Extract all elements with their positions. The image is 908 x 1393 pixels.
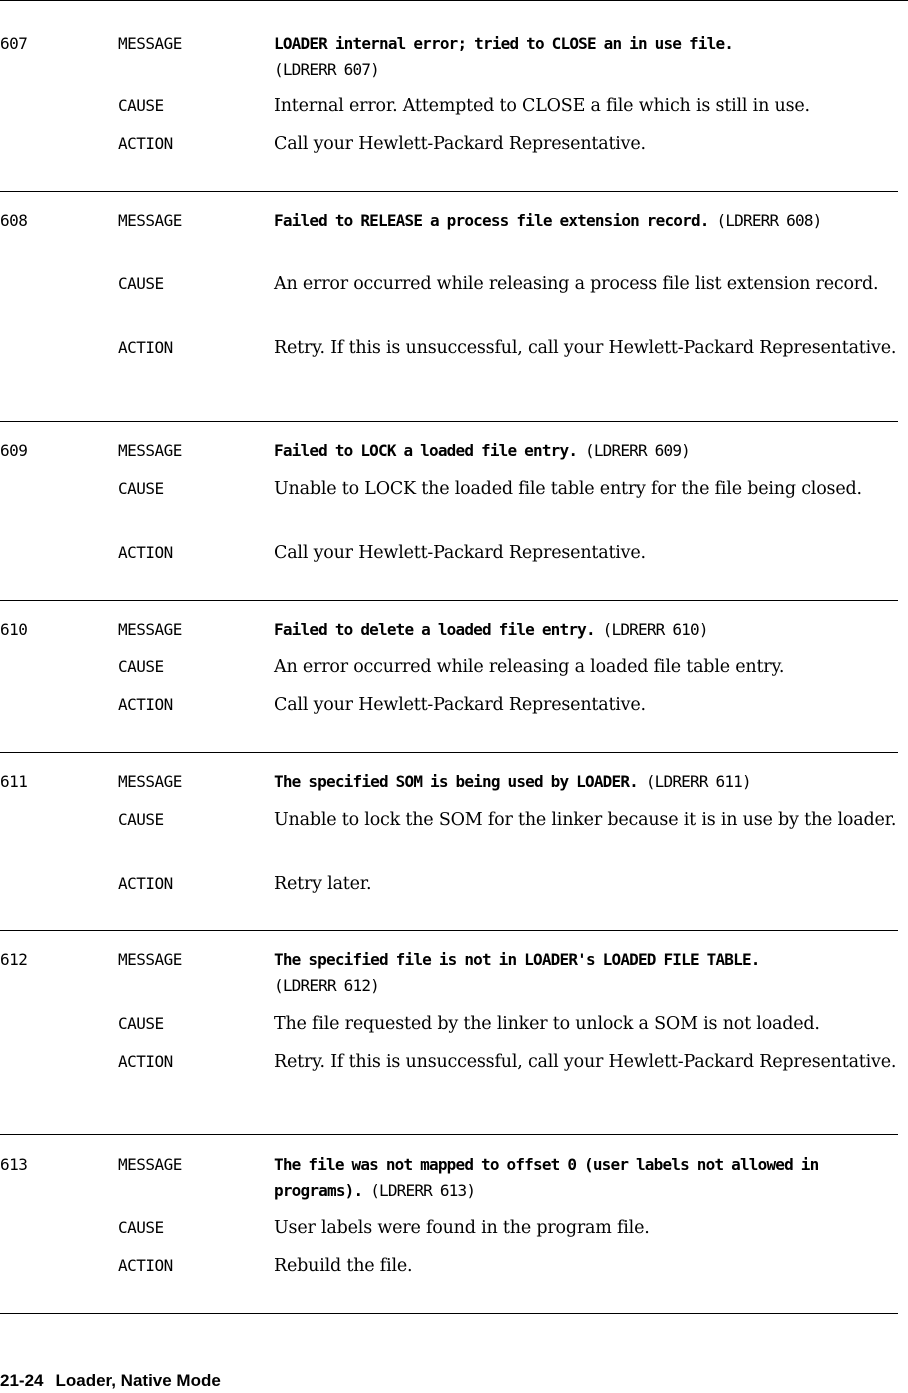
error-number: 608 bbox=[0, 211, 28, 230]
action-label: ACTION bbox=[118, 134, 173, 153]
message-code: (LDRERR 612) bbox=[274, 976, 379, 995]
page-footer bbox=[0, 1369, 221, 1393]
error-number: 611 bbox=[0, 772, 28, 791]
cause-text: The file requested by the linker to unlock a SOM is not loaded. bbox=[274, 1014, 820, 1034]
action-text: Call your Hewlett-Packard Representative. bbox=[274, 134, 646, 154]
cause-label: CAUSE bbox=[118, 274, 164, 293]
action-label: ACTION bbox=[118, 543, 173, 562]
message-bold: LOADER internal error; tried to CLOSE an in use file. bbox=[274, 34, 734, 53]
action-text: Call your Hewlett-Packard Representative. bbox=[274, 695, 646, 715]
cause-label: CAUSE bbox=[118, 1218, 164, 1237]
error-number: 610 bbox=[0, 620, 28, 639]
message-text bbox=[274, 31, 906, 83]
message-label: MESSAGE bbox=[118, 620, 182, 639]
message-code: (LDRERR 610) bbox=[602, 620, 708, 639]
message-code: (LDRERR 608) bbox=[716, 211, 822, 230]
error-number: 613 bbox=[0, 1155, 28, 1174]
separator-rule bbox=[0, 421, 898, 422]
action-label: ACTION bbox=[118, 1052, 173, 1071]
action-text: Retry later. bbox=[274, 874, 372, 894]
page-number: 21-24 bbox=[0, 1371, 44, 1390]
action-label: ACTION bbox=[118, 874, 173, 893]
message-code: (LDRERR 611) bbox=[645, 772, 751, 791]
message-code: (LDRERR 613) bbox=[370, 1181, 476, 1200]
action-text: Retry. If this is unsuccessful, call your Hewlett-Packard Representative. bbox=[274, 1052, 897, 1072]
message-code: (LDRERR 607) bbox=[274, 60, 379, 79]
message-text bbox=[274, 438, 906, 464]
separator-rule bbox=[0, 752, 898, 753]
message-label: MESSAGE bbox=[118, 772, 182, 791]
action-label: ACTION bbox=[118, 1256, 173, 1275]
message-label: MESSAGE bbox=[118, 34, 182, 53]
message-bold: Failed to RELEASE a process file extension record. bbox=[274, 211, 709, 230]
separator-rule bbox=[0, 191, 898, 192]
message-text bbox=[274, 1152, 906, 1204]
message-label: MESSAGE bbox=[118, 211, 182, 230]
action-text: Rebuild the file. bbox=[274, 1256, 413, 1276]
cause-text: User labels were found in the program file. bbox=[274, 1218, 650, 1238]
separator-rule bbox=[0, 1134, 898, 1135]
message-text bbox=[274, 617, 906, 643]
message-bold: The file was not mapped to offset 0 (user labels not allowed in programs). bbox=[274, 1155, 819, 1200]
action-label: ACTION bbox=[118, 338, 173, 357]
separator-rule bbox=[0, 600, 898, 601]
message-bold: The specified file is not in LOADER's LOADED FILE TABLE. bbox=[274, 950, 760, 969]
cause-label: CAUSE bbox=[118, 479, 164, 498]
cause-label: CAUSE bbox=[118, 1014, 164, 1033]
message-bold: The specified SOM is being used by LOADER. bbox=[274, 772, 638, 791]
cause-text: An error occurred while releasing a loaded file table entry. bbox=[274, 657, 785, 677]
error-number: 612 bbox=[0, 950, 28, 969]
message-bold: Failed to LOCK a loaded file entry. bbox=[274, 441, 578, 460]
message-text bbox=[274, 947, 906, 999]
separator-rule bbox=[0, 930, 898, 931]
message-label: MESSAGE bbox=[118, 950, 182, 969]
separator-rule bbox=[0, 1313, 898, 1314]
message-text bbox=[274, 769, 906, 795]
action-label: ACTION bbox=[118, 695, 173, 714]
message-label: MESSAGE bbox=[118, 441, 182, 460]
cause-label: CAUSE bbox=[118, 96, 164, 115]
top-rule bbox=[0, 0, 908, 1]
cause-text: An error occurred while releasing a process file list extension record. bbox=[274, 274, 879, 294]
message-code: (LDRERR 609) bbox=[585, 441, 690, 460]
cause-label: CAUSE bbox=[118, 657, 164, 676]
message-bold: Failed to delete a loaded file entry. bbox=[274, 620, 595, 639]
message-label: MESSAGE bbox=[118, 1155, 182, 1174]
error-number: 607 bbox=[0, 34, 28, 53]
section-title: Loader, Native Mode bbox=[55, 1371, 221, 1390]
action-text: Retry. If this is unsuccessful, call your Hewlett-Packard Representative. bbox=[274, 338, 897, 358]
error-number: 609 bbox=[0, 441, 28, 460]
cause-text: Unable to LOCK the loaded file table entry for the file being closed. bbox=[274, 479, 862, 499]
cause-text: Internal error. Attempted to CLOSE a file which is still in use. bbox=[274, 96, 810, 116]
cause-text: Unable to lock the SOM for the linker because it is in use by the loader. bbox=[274, 810, 897, 830]
message-text bbox=[274, 208, 906, 234]
action-text: Call your Hewlett-Packard Representative. bbox=[274, 543, 646, 563]
cause-label: CAUSE bbox=[118, 810, 164, 829]
